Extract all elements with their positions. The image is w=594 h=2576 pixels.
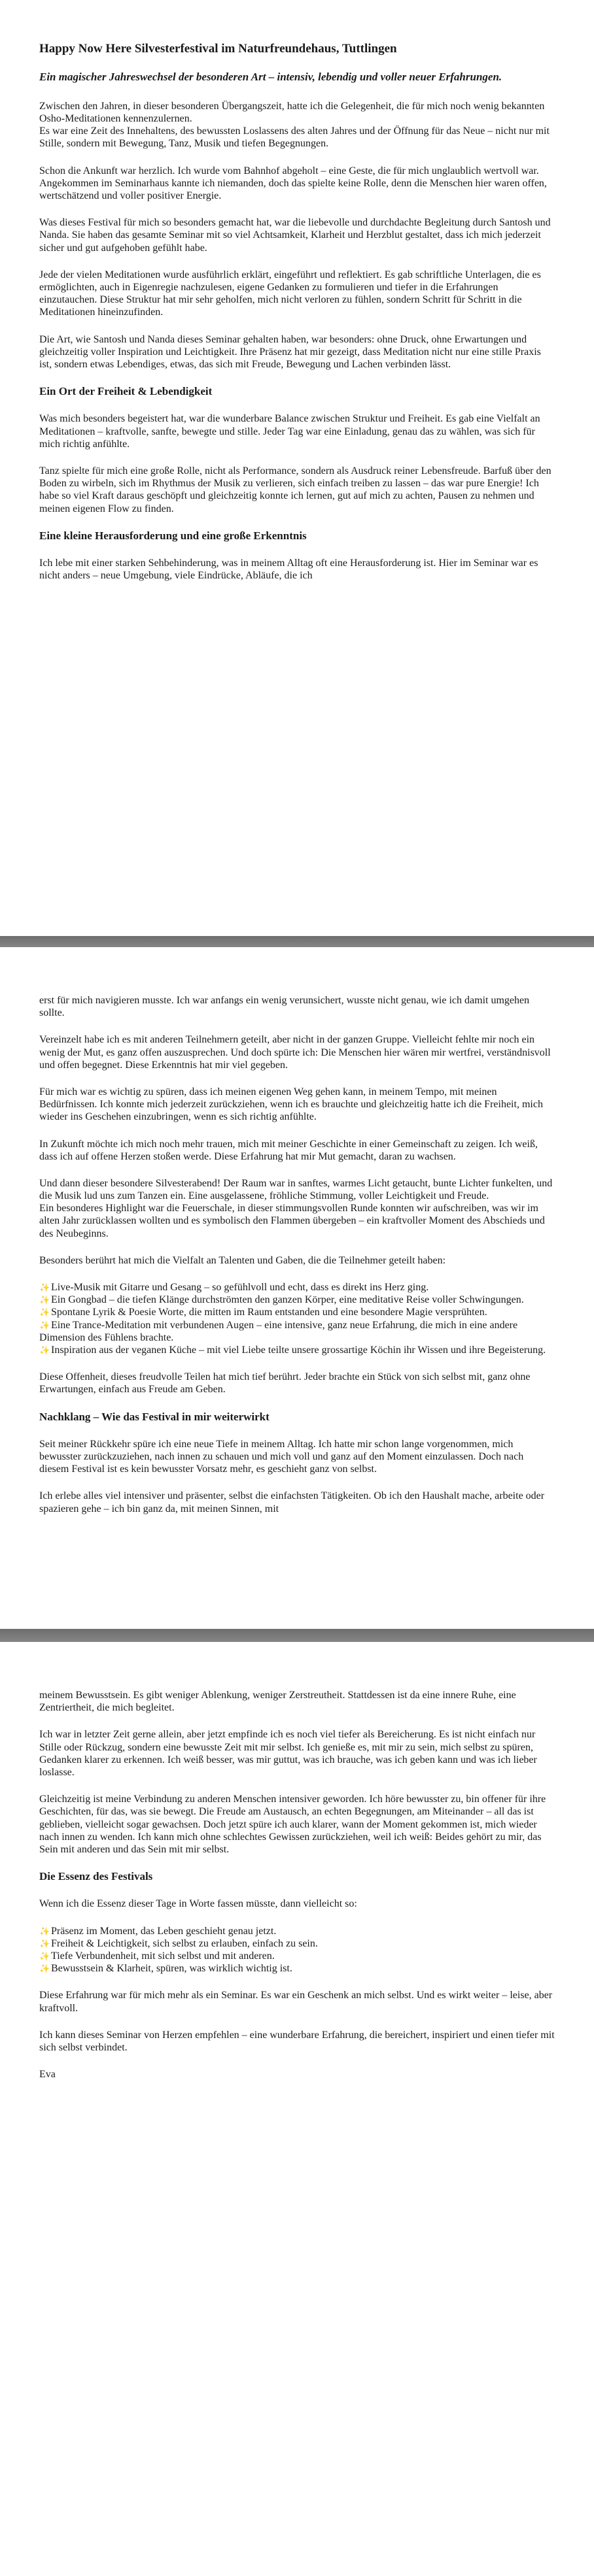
section-heading-essenz: Die Essenz des Festivals — [39, 1870, 153, 1883]
paragraph: Tanz spielte für mich eine große Rolle, nicht als Performance, sondern als Ausdruck reiner Lebensfreude. Barfuß über den Boden zu wirbeln, sich im Rhythmus der Musik zu verlieren, sich einfach treiben zu lassen – das war pure Energie! Ich habe so viel Kraft daraus geschöpft und gleichzeitig konnte ich lernen, gut auf mich zu achten, Pausen zu nehmen und meinen eigenen Flow zu finden. — [39, 465, 551, 514]
list-item: ✨ Spontane Lyrik & Poesie Worte, die mitten im Raum entstanden und eine besondere Magie versprühten. — [39, 1307, 487, 1318]
sparkle-icon: ✨ — [39, 1295, 50, 1305]
document-title: Happy Now Here Silvesterfestival im Naturfreundehaus, Tuttlingen — [39, 42, 397, 56]
list-item: ✨ Live-Musik mit Gitarre und Gesang – so gefühlvoll und echt, dass es direkt ins Herz ging. — [39, 1282, 429, 1293]
paragraph: Ich lebe mit einer starken Sehbehinderung, was in meinem Alltag oft eine Herausforderung ist. Hier im Seminar war es nicht anders – neue Umgebung, viele Eindrücke, Abläufe, die ich — [39, 558, 538, 582]
paragraph: Ich erlebe alles viel intensiver und präsenter, selbst die einfachsten Tätigkeiten. Ob ich den Haushalt mache, arbeite oder spazieren gehe – ich bin ganz da, mit meinen Sinnen, mit — [39, 1490, 545, 1514]
paragraph: Gleichzeitig ist meine Verbindung zu anderen Menschen intensiver geworden. Ich höre bewusster zu, bin offener für ihre Geschichten, für das, was sie bewegt. Die Freude am Austausch, an echten Begegnungen, am Miteinander – all das ist geblieben, vielleicht sogar gewachsen. Doch jetzt spüre ich auch klarer, wann der Moment gekommen ist, mich wieder nach innen zu wenden. Ich kann mich ohne schlechtes Gewissen zurückziehen, weil ich weiß: Beides gehört zu mir, das Sein mit anderen und das Sein mit mir selbst. — [39, 1794, 546, 1855]
signature: Eva — [39, 2069, 56, 2081]
paragraph: Zwischen den Jahren, in dieser besonderen Übergangszeit, hatte ich die Gelegenheit, die für mich noch wenig bekannten Osho-Meditationen kennenzulernen. Es war eine Zeit des Innehaltens, des bewussten Loslassens des alten Jahres und der Öffnung für das Neue – nicht nur mit Stille, sondern mit Bewegung, Tanz, Musik und tiefen Begegnungen. — [39, 100, 550, 150]
sparkle-icon: ✨ — [39, 1951, 50, 1962]
list-item: ✨ Eine Trance-Meditation mit verbundenen Augen – eine intensive, ganz neue Erfahrung, die mich in eine andere Dimension des Fühlens brachte. — [39, 1319, 518, 1343]
paragraph: Für mich war es wichtig zu spüren, dass ich meinen eigenen Weg gehen kann, in meinem Tempo, mit meinen Bedürfnissen. Ich konnte mich jederzeit zurückziehen, wenn ich es brauchte und gleichzeitig hatte ich die Freiheit, mich wieder ins Geschehen einzubringen, wenn es sich richtig anfühlte. — [39, 1086, 543, 1123]
paragraph: Was dieses Festival für mich so besonders gemacht hat, war die liebevolle und durchdachte Begleitung durch Santosh und Nanda. Sie haben das gesamte Seminar mit so viel Achtsamkeit, Klarheit und Herzblut gestaltet, dass ich mich jederzeit sicher und gut aufgehoben gefühlt habe. — [39, 217, 551, 254]
paragraph: In Zukunft möchte ich mich noch mehr trauen, mich mit meiner Geschichte in einer Gemeinschaft zu zeigen. Ich weiß, dass ich auf offene Herzen stoßen werde. Diese Erfahrung hat mir Mut gemacht, daran zu wachsen. — [39, 1138, 538, 1162]
sparkle-icon: ✨ — [39, 1926, 50, 1936]
paragraph: Ich kann dieses Seminar von Herzen empfehlen – eine wunderbare Erfahrung, die bereichert, inspiriert und einen tiefer mit sich selbst verbindet. — [39, 2029, 555, 2053]
list-item: ✨ Ein Gongbad – die tiefen Klänge durchströmten den ganzen Körper, eine meditative Reise voller Schwingungen. — [39, 1294, 524, 1306]
page-separator — [0, 936, 594, 947]
paragraph: Vereinzelt habe ich es mit anderen Teilnehmern geteilt, aber nicht in der ganzen Gruppe. Vielleicht fehlte mir noch ein wenig der Mut, es ganz offen auszusprechen. Und doch spürte ich: Die Menschen hier wären mir wertfrei, verständnisvoll und offen begegnet. Diese Erkenntnis hat mir viel gegeben. — [39, 1034, 551, 1071]
paragraph: Besonders berührt hat mich die Vielfalt an Talenten und Gaben, die die Teilnehmer geteilt haben: — [39, 1254, 446, 1266]
list-item: ✨ Freiheit & Leichtigkeit, sich selbst zu erlauben, einfach zu sein. — [39, 1937, 318, 1949]
paragraph: meinem Bewusstsein. Es gibt weniger Ablenkung, weniger Zerstreutheit. Stattdessen ist da eine innere Ruhe, eine Zentriertheit, die mich begleitet. — [39, 1690, 516, 1714]
paragraph: Was mich besonders begeistert hat, war die wunderbare Balance zwischen Struktur und Freiheit. Es gab eine Vielfalt an Meditationen – kraftvolle, sanfte, bewegte und stille. Jeder Tag war eine Einladung, genau das zu wählen, was sich für mich richtig anfühlte. — [39, 413, 540, 450]
list-item: ✨ Bewusstsein & Klarheit, spüren, was wirklich wichtig ist. — [39, 1963, 292, 1975]
section-heading-nachklang: Nachklang – Wie das Festival in mir weiterwirkt — [39, 1410, 270, 1423]
paragraph: Und dann dieser besondere Silvesterabend! Der Raum war in sanftes, warmes Licht getaucht, bunte Lichter funkelten, und die Musik lud uns zum Tanzen ein. Eine ausgelassene, fröhliche Stimmung, voller Leichtigkeit und Freude. Ein besonderes Highlight war die Feuerschale, in dieser stimmungsvollen Runde konnten wir aufschreiben, was wir im alten Jahr zurücklassen wollten und es symbolisch den Flammen übergeben – ein kraftvoller Moment des Abschieds und des Neubeginns. — [39, 1177, 553, 1239]
document-page-3 — [0, 1642, 594, 2576]
section-heading-ort: Ein Ort der Freiheit & Lebendigkeit — [39, 385, 213, 398]
paragraph: Wenn ich die Essenz dieser Tage in Worte fassen müsste, dann vielleicht so: — [39, 1898, 357, 1910]
list-item: ✨ Inspiration aus der veganen Küche – mit viel Liebe teilte unsere grossartige Köchin ihr Wissen und ihre Begeisterung. — [39, 1344, 546, 1356]
sparkle-icon: ✨ — [39, 1320, 50, 1330]
essence-list — [39, 1925, 555, 1975]
sparkle-icon: ✨ — [39, 1938, 50, 1949]
paragraph: Diese Erfahrung war für mich mehr als ein Seminar. Es war ein Geschenk an mich selbst. Und es wirkt weiter – leise, aber kraftvoll. — [39, 1990, 553, 2014]
paragraph: erst für mich navigieren musste. Ich war anfangs ein wenig verunsichert, wusste nicht genau, wie ich damit umgehen sollte. — [39, 995, 530, 1019]
sparkle-icon: ✨ — [39, 1345, 50, 1355]
paragraph: Schon die Ankunft war herzlich. Ich wurde vom Bahnhof abgeholt – eine Geste, die für mich unglaublich wertvoll war. Angekommen im Seminarhaus kannte ich niemanden, doch das spielte keine Rolle, denn die Menschen hier waren offen, wertschätzend und voller positiver Energie. — [39, 165, 547, 202]
sparkle-icon: ✨ — [39, 1964, 50, 1974]
sparkle-icon: ✨ — [39, 1307, 50, 1318]
document-page-1 — [0, 0, 594, 936]
paragraph: Seit meiner Rückkehr spüre ich eine neue Tiefe in meinem Alltag. Ich hatte mir schon lange vorgenommen, mich bewusster zurückzuziehen, nach innen zu schauen und mich voll und ganz auf den Moment einzulassen. Doch nach diesem Festival ist es kein bewusster Vorsatz mehr, es geschieht ganz von selbst. — [39, 1438, 524, 1475]
page-separator — [0, 1629, 594, 1642]
paragraph: Diese Offenheit, dieses freudvolle Teilen hat mich tief berührt. Jeder brachte ein Stück von sich selbst mit, ganz ohne Erwartungen, einfach aus Freude am Geben. — [39, 1371, 531, 1396]
document-page-2 — [0, 947, 594, 1629]
paragraph: Die Art, wie Santosh und Nanda dieses Seminar gehalten haben, war besonders: ohne Druck, ohne Erwartungen und gleichzeitig voller Inspiration und Leichtigkeit. Ihre Präsenz hat mir gezeigt, dass Meditation nicht nur eine stille Praxis ist, sondern etwas Lebendiges, etwas, das sich mit Freude, Bewegung und Lachen verbinden lässt. — [39, 333, 541, 370]
list-item: ✨ Präsenz im Moment, das Leben geschieht genau jetzt. — [39, 1925, 277, 1937]
paragraph: Jede der vielen Meditationen wurde ausführlich erklärt, eingeführt und reflektiert. Es gab schriftliche Unterlagen, die es ermöglichten, auch in Eigenregie nachzulesen, eigene Gedanken zu formulieren und tiefer in die Erfahrungen einzutauchen. Diese Struktur hat mir sehr geholfen, mich nicht verloren zu fühlen, sondern Schritt für Schritt in die Meditationen hineinzufinden. — [39, 269, 541, 318]
list-item: ✨ Tiefe Verbundenheit, mit sich selbst und mit anderen. — [39, 1950, 275, 1962]
paragraph: Ich war in letzter Zeit gerne allein, aber jetzt empfinde ich es noch viel tiefer als Bereicherung. Es ist nicht einfach nur Stille oder Rückzug, sondern eine bewusste Zeit mit mir selbst. Ich genieße es, mit mir zu sein, mich selbst zu spüren, Gedanken klarer zu erkennen. Ich weiß besser, was mir guttut, was ich brauche, was ich geben kann und was ich lieber loslasse. — [39, 1729, 537, 1778]
talents-list — [39, 1281, 555, 1356]
section-heading-herausforderung: Eine kleine Herausforderung und eine große Erkenntnis — [39, 529, 307, 542]
sparkle-icon: ✨ — [39, 1282, 50, 1292]
document-subtitle: Ein magischer Jahreswechsel der besonderen Art – intensiv, lebendig und voller neuer Erfahrungen. — [39, 70, 502, 83]
